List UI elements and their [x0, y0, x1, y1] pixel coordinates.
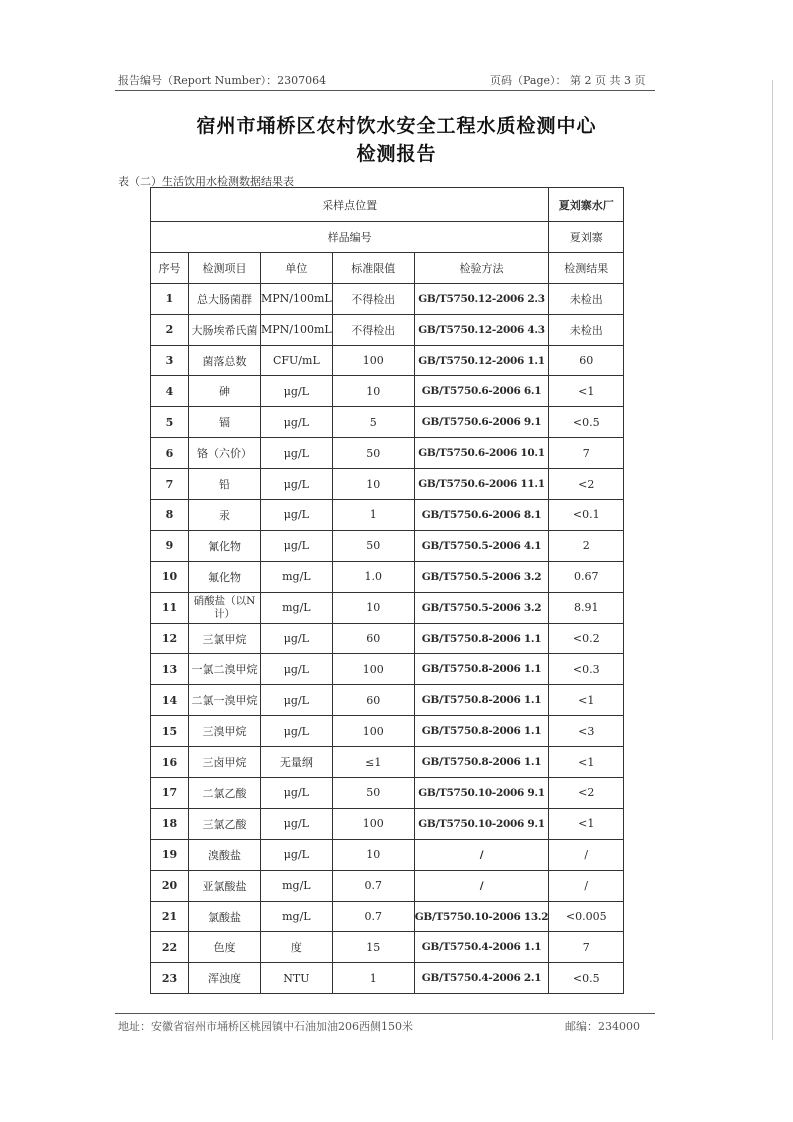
row-item: 硝酸盐（以N计） — [189, 592, 261, 623]
row-item: 三卤甲烷 — [189, 747, 261, 778]
table-row — [151, 345, 624, 376]
row-no: 15 — [151, 716, 189, 747]
footer-address: 地址：安徽省宿州市埇桥区桃园镇中石油加油206西侧150米 — [118, 1020, 413, 1033]
row-limit: 15 — [332, 932, 414, 963]
sample-location-value: 夏刘寨水厂 — [549, 188, 624, 222]
row-unit: mg/L — [261, 561, 333, 592]
row-limit: 50 — [332, 438, 414, 469]
row-limit: ≤1 — [332, 747, 414, 778]
row-result: 未检出 — [549, 283, 624, 314]
table-row — [151, 500, 624, 531]
row-item: 色度 — [189, 932, 261, 963]
row-method: GB/T5750.6-2006 10.1 — [414, 438, 549, 469]
row-limit: 1 — [332, 963, 414, 994]
row-no: 7 — [151, 469, 189, 500]
page-indicator: 页码（Page）： 第 2 页 共 3 页 — [490, 74, 646, 87]
row-item: 氰化物 — [189, 530, 261, 561]
row-method: GB/T5750.10-2006 13.2 — [414, 901, 549, 932]
row-method: GB/T5750.5-2006 3.2 — [414, 561, 549, 592]
row-limit: 1.0 — [332, 561, 414, 592]
row-limit: 100 — [332, 716, 414, 747]
row-limit: 5 — [332, 407, 414, 438]
row-limit: 100 — [332, 654, 414, 685]
row-method: GB/T5750.8-2006 1.1 — [414, 685, 549, 716]
row-limit: 60 — [332, 623, 414, 654]
row-limit: 100 — [332, 808, 414, 839]
row-unit: mg/L — [261, 592, 333, 623]
header-divider — [115, 90, 655, 91]
row-no: 3 — [151, 345, 189, 376]
row-result: / — [549, 839, 624, 870]
report-number: 报告编号（Report Number）：2307064 — [118, 74, 327, 87]
table-caption: 表（二）生活饮用水检测数据结果表 — [118, 175, 294, 188]
col-header-no: 序号 — [151, 252, 189, 283]
row-unit: μg/L — [261, 376, 333, 407]
row-limit: 10 — [332, 592, 414, 623]
row-method: GB/T5750.10-2006 9.1 — [414, 778, 549, 809]
row-item: 铬（六价） — [189, 438, 261, 469]
row-result: 60 — [549, 345, 624, 376]
row-limit: 100 — [332, 345, 414, 376]
row-method: GB/T5750.6-2006 8.1 — [414, 500, 549, 531]
row-unit: NTU — [261, 963, 333, 994]
col-header-result: 检测结果 — [549, 252, 624, 283]
col-header-item: 检测项目 — [189, 252, 261, 283]
row-limit: 50 — [332, 530, 414, 561]
row-no: 13 — [151, 654, 189, 685]
row-unit: μg/L — [261, 530, 333, 561]
row-item: 亚氯酸盐 — [189, 870, 261, 901]
row-no: 22 — [151, 932, 189, 963]
row-unit: μg/L — [261, 654, 333, 685]
sample-location-label: 采样点位置 — [151, 188, 549, 222]
row-item: 菌落总数 — [189, 345, 261, 376]
table-row — [151, 469, 624, 500]
row-result: 8.91 — [549, 592, 624, 623]
org-title: 宿州市埇桥区农村饮水安全工程水质检测中心 — [196, 115, 597, 137]
column-header-row — [151, 252, 624, 283]
row-item: 浑浊度 — [189, 963, 261, 994]
row-item: 溴酸盐 — [189, 839, 261, 870]
row-result: 7 — [549, 932, 624, 963]
row-no: 17 — [151, 778, 189, 809]
row-unit: μg/L — [261, 839, 333, 870]
report-title: 检测报告 — [356, 143, 437, 165]
table-row — [151, 438, 624, 469]
row-no: 21 — [151, 901, 189, 932]
row-no: 9 — [151, 530, 189, 561]
table-row — [151, 685, 624, 716]
table-row — [151, 376, 624, 407]
row-unit: μg/L — [261, 438, 333, 469]
results-table — [150, 187, 624, 994]
row-result: <3 — [549, 716, 624, 747]
row-result: <1 — [549, 747, 624, 778]
row-result: 2 — [549, 530, 624, 561]
row-limit: 1 — [332, 500, 414, 531]
row-unit: μg/L — [261, 716, 333, 747]
table-row — [151, 530, 624, 561]
row-no: 11 — [151, 592, 189, 623]
row-no: 14 — [151, 685, 189, 716]
row-limit: 10 — [332, 376, 414, 407]
row-unit: mg/L — [261, 901, 333, 932]
row-no: 20 — [151, 870, 189, 901]
row-method: GB/T5750.12-2006 1.1 — [414, 345, 549, 376]
row-item: 氯酸盐 — [189, 901, 261, 932]
table-row — [151, 283, 624, 314]
row-item: 总大肠菌群 — [189, 283, 261, 314]
footer-divider — [115, 1013, 655, 1014]
table-row — [151, 654, 624, 685]
row-unit: μg/L — [261, 407, 333, 438]
row-limit: 10 — [332, 469, 414, 500]
row-unit: mg/L — [261, 870, 333, 901]
col-header-limit: 标准限值 — [332, 252, 414, 283]
row-result: <0.1 — [549, 500, 624, 531]
row-item: 一氯二溴甲烷 — [189, 654, 261, 685]
row-result: <0.005 — [549, 901, 624, 932]
row-unit: μg/L — [261, 685, 333, 716]
row-result: <0.3 — [549, 654, 624, 685]
table-row — [151, 314, 624, 345]
row-limit: 0.7 — [332, 870, 414, 901]
row-method: GB/T5750.5-2006 4.1 — [414, 530, 549, 561]
row-method: GB/T5750.12-2006 2.3 — [414, 283, 549, 314]
row-item: 三氯甲烷 — [189, 623, 261, 654]
row-no: 23 — [151, 963, 189, 994]
row-limit: 60 — [332, 685, 414, 716]
row-item: 二氯乙酸 — [189, 778, 261, 809]
row-limit: 10 — [332, 839, 414, 870]
table-row — [151, 747, 624, 778]
row-item: 铅 — [189, 469, 261, 500]
row-item: 大肠埃希氏菌 — [189, 314, 261, 345]
row-no: 5 — [151, 407, 189, 438]
table-row — [151, 901, 624, 932]
table-row — [151, 592, 624, 623]
row-method: GB/T5750.8-2006 1.1 — [414, 747, 549, 778]
row-unit: CFU/mL — [261, 345, 333, 376]
row-item: 汞 — [189, 500, 261, 531]
row-method: GB/T5750.6-2006 11.1 — [414, 469, 549, 500]
row-method: GB/T5750.12-2006 4.3 — [414, 314, 549, 345]
row-method: GB/T5750.6-2006 6.1 — [414, 376, 549, 407]
row-unit: μg/L — [261, 469, 333, 500]
row-method: GB/T5750.8-2006 1.1 — [414, 716, 549, 747]
row-item: 三溴甲烷 — [189, 716, 261, 747]
sample-id-label: 样品编号 — [151, 222, 549, 253]
row-unit: MPN/100mL — [261, 283, 333, 314]
row-no: 4 — [151, 376, 189, 407]
row-item: 砷 — [189, 376, 261, 407]
table-body — [151, 283, 624, 993]
table-row — [151, 407, 624, 438]
row-result: <2 — [549, 469, 624, 500]
table-row — [151, 716, 624, 747]
row-unit: 无量纲 — [261, 747, 333, 778]
row-unit: μg/L — [261, 623, 333, 654]
col-header-method: 检验方法 — [414, 252, 549, 283]
table-row — [151, 839, 624, 870]
row-result: <1 — [549, 685, 624, 716]
row-method: / — [414, 839, 549, 870]
row-method: GB/T5750.4-2006 2.1 — [414, 963, 549, 994]
row-result: <0.5 — [549, 407, 624, 438]
row-no: 1 — [151, 283, 189, 314]
table-row — [151, 778, 624, 809]
row-method: GB/T5750.8-2006 1.1 — [414, 623, 549, 654]
row-unit: MPN/100mL — [261, 314, 333, 345]
table-row — [151, 808, 624, 839]
row-method: GB/T5750.5-2006 3.2 — [414, 592, 549, 623]
row-no: 6 — [151, 438, 189, 469]
sample-id-row — [151, 222, 624, 253]
row-no: 18 — [151, 808, 189, 839]
row-item: 二氯一溴甲烷 — [189, 685, 261, 716]
row-result: <0.5 — [549, 963, 624, 994]
row-method: GB/T5750.6-2006 9.1 — [414, 407, 549, 438]
row-result: <0.2 — [549, 623, 624, 654]
row-no: 12 — [151, 623, 189, 654]
sample-id-value: 夏刘寨 — [549, 222, 624, 253]
row-item: 氟化物 — [189, 561, 261, 592]
row-limit: 0.7 — [332, 901, 414, 932]
row-limit: 50 — [332, 778, 414, 809]
row-limit: 不得检出 — [332, 283, 414, 314]
row-no: 16 — [151, 747, 189, 778]
row-item: 镉 — [189, 407, 261, 438]
row-unit: μg/L — [261, 500, 333, 531]
row-limit: 不得检出 — [332, 314, 414, 345]
footer-postcode: 邮编：234000 — [565, 1020, 640, 1033]
row-unit: μg/L — [261, 778, 333, 809]
table-row — [151, 932, 624, 963]
row-unit: μg/L — [261, 808, 333, 839]
row-item: 三氯乙酸 — [189, 808, 261, 839]
sample-location-row — [151, 188, 624, 222]
row-result: 7 — [549, 438, 624, 469]
row-no: 10 — [151, 561, 189, 592]
table-row — [151, 623, 624, 654]
row-result: 未检出 — [549, 314, 624, 345]
row-method: GB/T5750.8-2006 1.1 — [414, 654, 549, 685]
row-result: 0.67 — [549, 561, 624, 592]
row-no: 8 — [151, 500, 189, 531]
row-no: 2 — [151, 314, 189, 345]
row-result: <1 — [549, 808, 624, 839]
table-row — [151, 963, 624, 994]
row-method: / — [414, 870, 549, 901]
table-row — [151, 561, 624, 592]
scan-edge-line — [772, 80, 773, 1040]
row-method: GB/T5750.10-2006 9.1 — [414, 808, 549, 839]
table-row — [151, 870, 624, 901]
row-result: <1 — [549, 376, 624, 407]
row-result: <2 — [549, 778, 624, 809]
row-unit: 度 — [261, 932, 333, 963]
row-no: 19 — [151, 839, 189, 870]
col-header-unit: 单位 — [261, 252, 333, 283]
row-method: GB/T5750.4-2006 1.1 — [414, 932, 549, 963]
row-result: / — [549, 870, 624, 901]
